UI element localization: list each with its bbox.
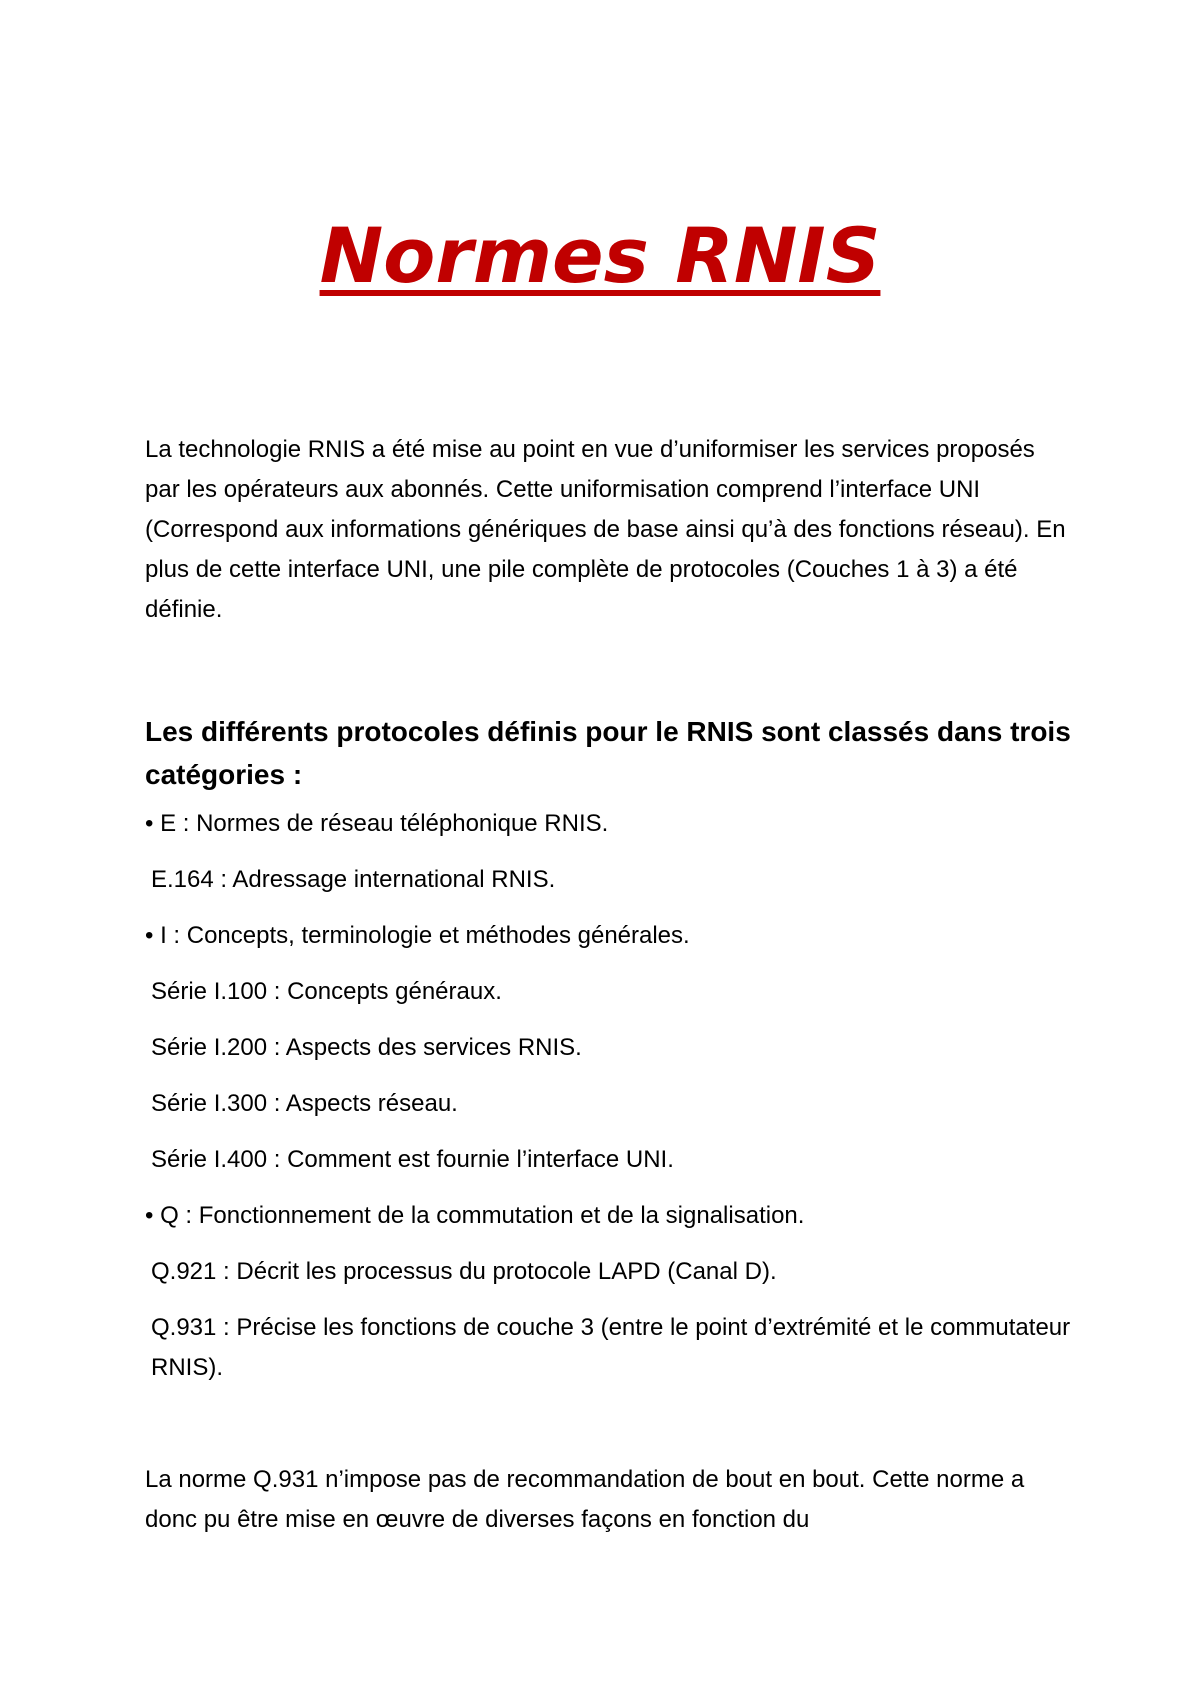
- page-title-text: Normes RNIS: [319, 210, 881, 300]
- page-title: [0, 211, 1200, 301]
- document-body: [145, 430, 1075, 1540]
- section-heading: Les différents protocoles définis pour le RNIS sont classés dans trois catégories :: [145, 716, 1071, 790]
- list-item-q931: Q.931 : Précise les fonctions de couche 3 (entre le point d’extrémité et le commutateur RNIS).: [151, 1314, 1071, 1381]
- closing-paragraph: La norme Q.931 n’impose pas de recommandation de bout en bout. Cette norme a donc pu être mise en œuvre de diverses façons en fonction du: [145, 1466, 1025, 1533]
- list-item-i400: Série I.400 : Comment est fournie l’interface UNI.: [151, 1146, 674, 1173]
- list-item-i100: Série I.100 : Concepts généraux.: [151, 978, 502, 1005]
- list-item-i: • I : Concepts, terminologie et méthodes générales.: [145, 922, 690, 949]
- list-item-q921: Q.921 : Décrit les processus du protocole LAPD (Canal D).: [151, 1258, 777, 1285]
- list-item-q: • Q : Fonctionnement de la commutation et de la signalisation.: [145, 1202, 805, 1229]
- list-item-e164: E.164 : Adressage international RNIS.: [151, 866, 556, 893]
- intro-paragraph: La technologie RNIS a été mise au point en vue d’uniformiser les services proposés par les opérateurs aux abonnés. Cette uniformisation comprend l’interface UNI (Correspond aux informations génériques de base ainsi qu’à des fonctions réseau). En plus de cette interface UNI, une pile complète de protocoles (Couches 1 à 3) a été définie.: [145, 436, 1066, 623]
- list-item-i200: Série I.200 : Aspects des services RNIS.: [151, 1034, 582, 1061]
- list-item-e: • E : Normes de réseau téléphonique RNIS.: [145, 810, 609, 837]
- list-item-i300: Série I.300 : Aspects réseau.: [151, 1090, 458, 1117]
